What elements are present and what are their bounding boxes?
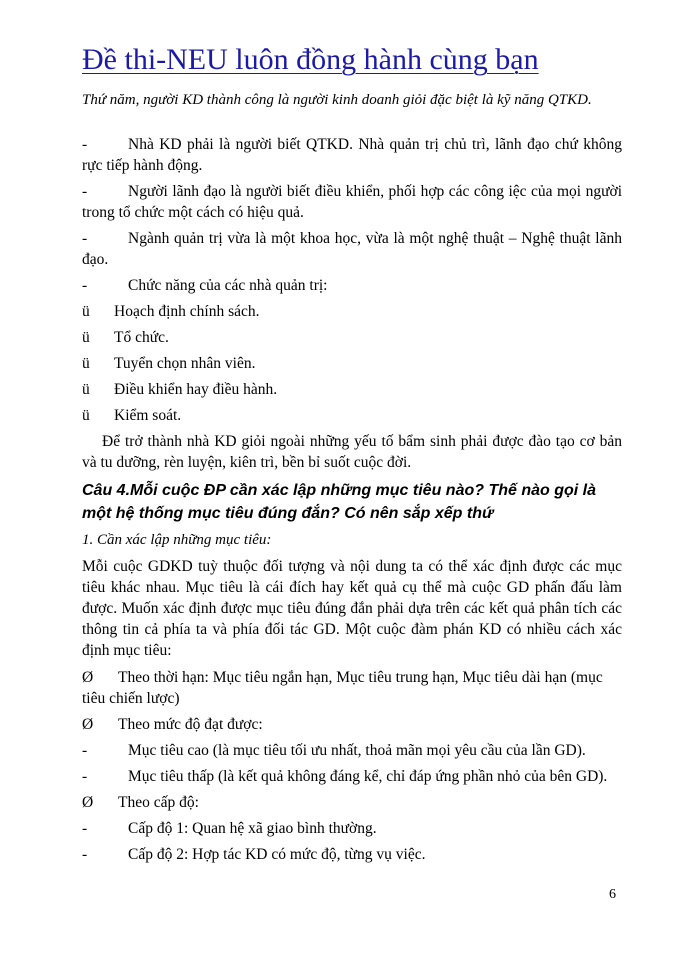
check-item-text: Kiểm soát. [114, 407, 182, 424]
goal-item-text: Mục tiêu thấp (là kết quả không đáng kể, chỉ đáp ứng phần nhỏ của bên GD). [128, 768, 608, 785]
dash-item-text: Nhà KD phải là người biết QTKD. Nhà quản trị chủ trì, lãnh đạo chứ không rực tiếp hành động. [82, 136, 622, 174]
dash-item [82, 134, 622, 176]
check-item-text: Tổ chức. [114, 329, 169, 346]
dash-item [82, 228, 622, 270]
check-item-text: Tuyển chọn nhân viên. [114, 355, 256, 372]
dash-bullet: - [82, 183, 88, 200]
dash-item-text: Ngành quản trị vừa là một khoa học, vừa là một nghệ thuật – Nghệ thuật lãnh đạo. [82, 230, 622, 268]
check-bullet: ü [82, 329, 90, 346]
dash-bullet: - [82, 136, 88, 153]
dash-bullet: - [82, 820, 88, 837]
goal-item [82, 818, 622, 839]
dash-bullet: - [82, 768, 88, 785]
dash-bullet: - [82, 742, 88, 759]
arrow-bullet: Ø [82, 669, 94, 686]
question-heading: Câu 4.Mỗi cuộc ĐP cần xác lập những mục tiêu nào? Thế nào gọi là một hệ thống mục tiêu đúng đắn? Có nên sắp xếp thứ [82, 482, 597, 522]
check-bullet: ü [82, 381, 90, 398]
arrow-bullet: Ø [82, 794, 94, 811]
body-paragraph: Mỗi cuộc GDKD tuỳ thuộc đối tượng và nội dung ta có thể xác định được các mục tiêu khác nhau. Mục tiêu là cái đích hay kết quả cụ thể mà cuộc GD phấn đấu làm được. Muốn xác định được mục tiêu đúng đắn phải dựa trên các kết quả phân tích các thông tin cả phía ta và phía đối tác GD. Một cuộc đàm phán KD có nhiều cách xác định mục tiêu: [82, 558, 622, 659]
check-bullet: ü [82, 407, 90, 424]
check-bullet: ü [82, 355, 90, 372]
page-header: Đề thi-NEU luôn đồng hành cùng bạn [82, 43, 539, 76]
goal-item [82, 766, 622, 787]
check-item [82, 301, 622, 322]
dash-item-text: Chức năng của các nhà quản trị: [128, 277, 328, 294]
arrow-bullet: Ø [82, 716, 94, 733]
goal-item-text: Cấp độ 2: Hợp tác KD có mức độ, từng vụ việc. [128, 846, 426, 863]
goal-item [82, 714, 622, 735]
dash-bullet: - [82, 277, 88, 294]
dash-item [82, 181, 622, 223]
goal-item [82, 740, 622, 761]
check-item [82, 353, 622, 374]
closing-paragraph: Để trở thành nhà KD giỏi ngoài những yếu tố bẩm sinh phải được đào tạo cơ bản và tu dưỡng, rèn luyện, kiên trì, bền bỉ suốt cuộc đời. [82, 433, 622, 471]
check-bullet: ü [82, 303, 90, 320]
check-item [82, 379, 622, 400]
check-item [82, 405, 622, 426]
check-item-text: Hoạch định chính sách. [114, 303, 260, 320]
check-item [82, 327, 622, 348]
goal-item-text: Theo cấp độ: [118, 794, 199, 811]
goal-item-text: Theo mức độ đạt được: [118, 716, 263, 733]
dash-item [82, 275, 622, 296]
intro-paragraph: Thứ năm, người KD thành công là người kinh doanh giỏi đặc biệt là kỹ năng QTKD. [82, 92, 592, 108]
goal-item [82, 667, 622, 709]
check-item-text: Điều khiển hay điều hành. [114, 381, 278, 398]
goal-item [82, 844, 622, 865]
sub-heading: 1. Cần xác lập những mục tiêu: [82, 532, 272, 548]
goal-item-text: Theo thời hạn: Mục tiêu ngắn hạn, Mục tiêu trung hạn, Mục tiêu dài hạn (mục tiêu chiến lược) [82, 669, 603, 707]
goal-item-text: Mục tiêu cao (là mục tiêu tối ưu nhất, thoả mãn mọi yêu cầu của lần GD). [128, 742, 586, 759]
goal-item-text: Cấp độ 1: Quan hệ xã giao bình thường. [128, 820, 377, 837]
dash-bullet: - [82, 846, 88, 863]
goal-item [82, 792, 622, 813]
content-body [82, 134, 622, 870]
page-number: 6 [609, 887, 616, 902]
dash-bullet: - [82, 230, 88, 247]
dash-item-text: Người lãnh đạo là người biết điều khiển, phối hợp các công iệc của mọi người trong tổ chức một cách có hiệu quả. [82, 183, 622, 221]
